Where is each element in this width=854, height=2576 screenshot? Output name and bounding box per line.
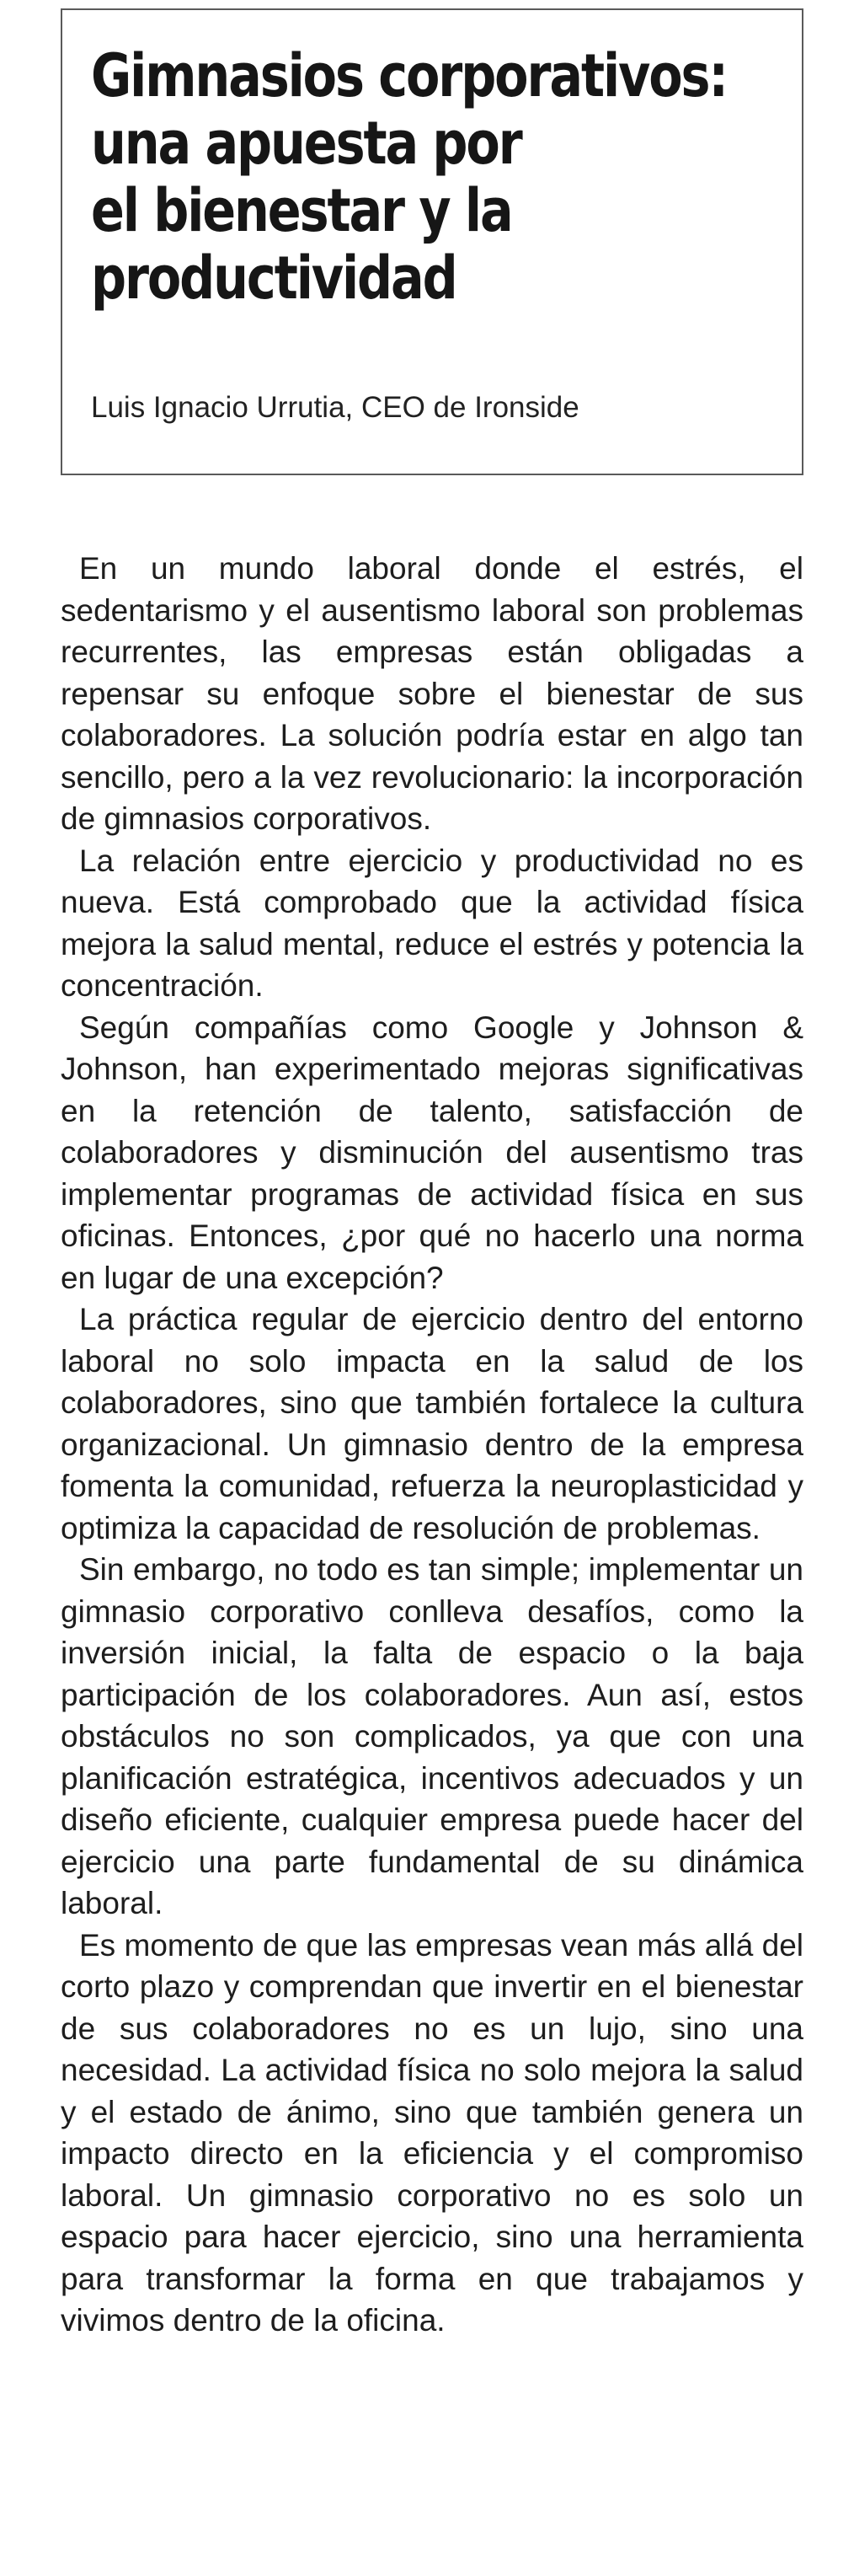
article-body [61, 548, 803, 2342]
headline-box [61, 8, 803, 475]
headline-line: productividad [91, 244, 456, 313]
headline-line: una apuesta por [91, 109, 521, 178]
article-paragraph: La relación entre ejercicio y productividad no es nueva. Está comprobado que la actividad física mejora la salud mental, reduce el estrés y potencia la concentración. [61, 843, 803, 1003]
headline [91, 42, 756, 312]
headline-line: Gimnasios corporativos: [91, 41, 727, 110]
byline: Luis Ignacio Urrutia, CEO de Ironside [91, 391, 579, 424]
headline-line: el bienestar y la [91, 176, 512, 245]
article-paragraph: La práctica regular de ejercicio dentro del entorno laboral no solo impacta en la salud de los colaboradores, sino que también fortalece la cultura organizacional. Un gimnasio dentro de la empresa fomenta la comunidad, refuerza la neuroplasticidad y optimiza la capacidad de resolución de problemas. [61, 1302, 803, 1545]
article-paragraph: Según compañías como Google y Johnson & Johnson, han experimentado mejoras significativas en la retención de talento, satisfacción de colaboradores y disminución del ausentismo tras implementar programas de actividad física en sus oficinas. Entonces, ¿por qué no hacerlo una norma en lugar de una excepción? [61, 1010, 803, 1295]
article-paragraph: Es momento de que las empresas vean más allá del corto plazo y comprendan que invertir en el bienestar de sus colaboradores no es un lujo, sino una necesidad. La actividad física no solo mejora la salud y el estado de ánimo, sino que también genera un impacto directo en la eficiencia y el compromiso laboral. Un gimnasio corporativo no es solo un espacio para hacer ejercicio, sino una herramienta para transformar la forma en que trabajamos y vivimos dentro de la oficina. [61, 1927, 803, 2338]
article-paragraph: En un mundo laboral donde el estrés, el sedentarismo y el ausentismo laboral son problemas recurrentes, las empresas están obligadas a repensar su enfoque sobre el bienestar de sus colaboradores. La solución podría estar en algo tan sencillo, pero a la vez revolucionario: la incorporación de gimnasios corporativos. [61, 551, 803, 836]
article-paragraph: Sin embargo, no todo es tan simple; implementar un gimnasio corporativo conlleva desafíos, como la inversión inicial, la falta de espacio o la baja participación de los colaboradores. Aun así, estos obstáculos no son complicados, ya que con una planificación estratégica, incentivos adecuados y un diseño eficiente, cualquier empresa puede hacer del ejercicio una parte fundamental de su dinámica laboral. [61, 1552, 803, 1920]
